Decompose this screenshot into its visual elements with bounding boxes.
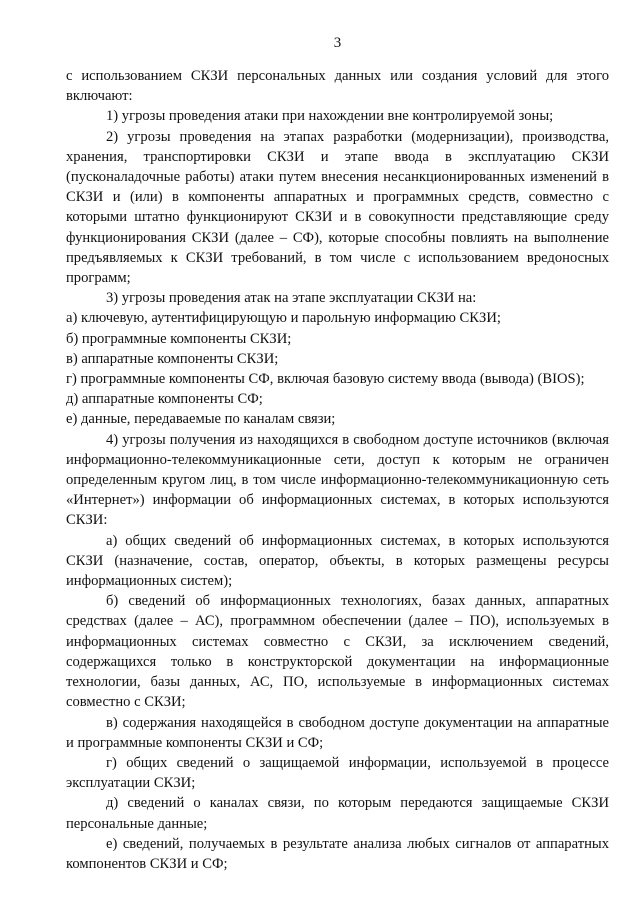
paragraph-item-3g: г) программные компоненты СФ, включая базовую систему ввода (вывода) (BIOS); <box>66 371 585 388</box>
paragraph-item-4: 4) угрозы получения из находящихся в свободном доступе источников (включая информационно-телекоммуникационные сети, доступ к которым не ограничен определенным кругом лиц, в том числе информационно-телекоммуникационную сеть «Интернет») информации об информационных системах, в которых используются СКЗИ: <box>66 431 609 529</box>
paragraph-item-2: 2) угрозы проведения на этапах разработки (модернизации), производства, хранения, транспортировки СКЗИ и этапе ввода в эксплуатацию СКЗИ (пусконаладочные работы) атаки путем внесения несанкционированных изменений в СКЗИ и (или) в компоненты аппаратных и программных средств, совместно с которыми штатно функционируют СКЗИ и в совокупности представляющие среду функционирования СКЗИ (далее – СФ), которые способны повлиять на выполнение предъявляемых к СКЗИ требований, в том числе с использованием вредоносных программ; <box>66 128 609 287</box>
paragraph-item-4d: д) сведений о каналах связи, по которым передаются защищаемые СКЗИ персональные данные; <box>66 795 609 832</box>
paragraph-item-4v: в) содержания находящейся в свободном доступе документации на аппаратные и программные компоненты СКЗИ и СФ; <box>66 714 609 751</box>
paragraph-item-3e: е) данные, передаваемые по каналам связи; <box>66 411 336 428</box>
paragraph-item-4b: б) сведений об информационных технологиях, базах данных, аппаратных средствах (далее – АС), программном обеспечении (далее – ПО), используемых в информационных системах совместно с СКЗИ, за исключением сведений, содержащихся только в конструкторской документации на информационные технологии, базы данных, АС, ПО, используемые в информационных системах совместно с СКЗИ; <box>66 593 609 711</box>
paragraph-intro: с использованием СКЗИ персональных данных или создания условий для этого включают: <box>66 68 609 105</box>
paragraph-item-3a: а) ключевую, аутентифицирующую и парольную информацию СКЗИ; <box>66 310 501 327</box>
paragraph-item-3: 3) угрозы проведения атак на этапе эксплуатации СКЗИ на: <box>106 290 477 307</box>
paragraph-item-4g: г) общих сведений о защищаемой информации, используемой в процессе эксплуатации СКЗИ; <box>66 754 609 792</box>
paragraph-item-4e: е) сведений, получаемых в результате анализа любых сигналов от аппаратных компонентов СКЗИ и СФ; <box>66 835 609 872</box>
paragraph-item-1: 1) угрозы проведения атаки при нахождении вне контролируемой зоны; <box>106 108 554 125</box>
paragraph-item-3b: б) программные компоненты СКЗИ; <box>66 330 292 347</box>
page-number: 3 <box>333 35 342 51</box>
paragraph-item-3v: в) аппаратные компоненты СКЗИ; <box>66 350 279 367</box>
paragraph-item-4a: а) общих сведений об информационных системах, в которых используются СКЗИ (назначение, состав, оператор, объекты, в которых размещены ресурсы информационных систем); <box>66 532 609 590</box>
paragraph-item-3d: д) аппаратные компоненты СФ; <box>66 391 263 408</box>
